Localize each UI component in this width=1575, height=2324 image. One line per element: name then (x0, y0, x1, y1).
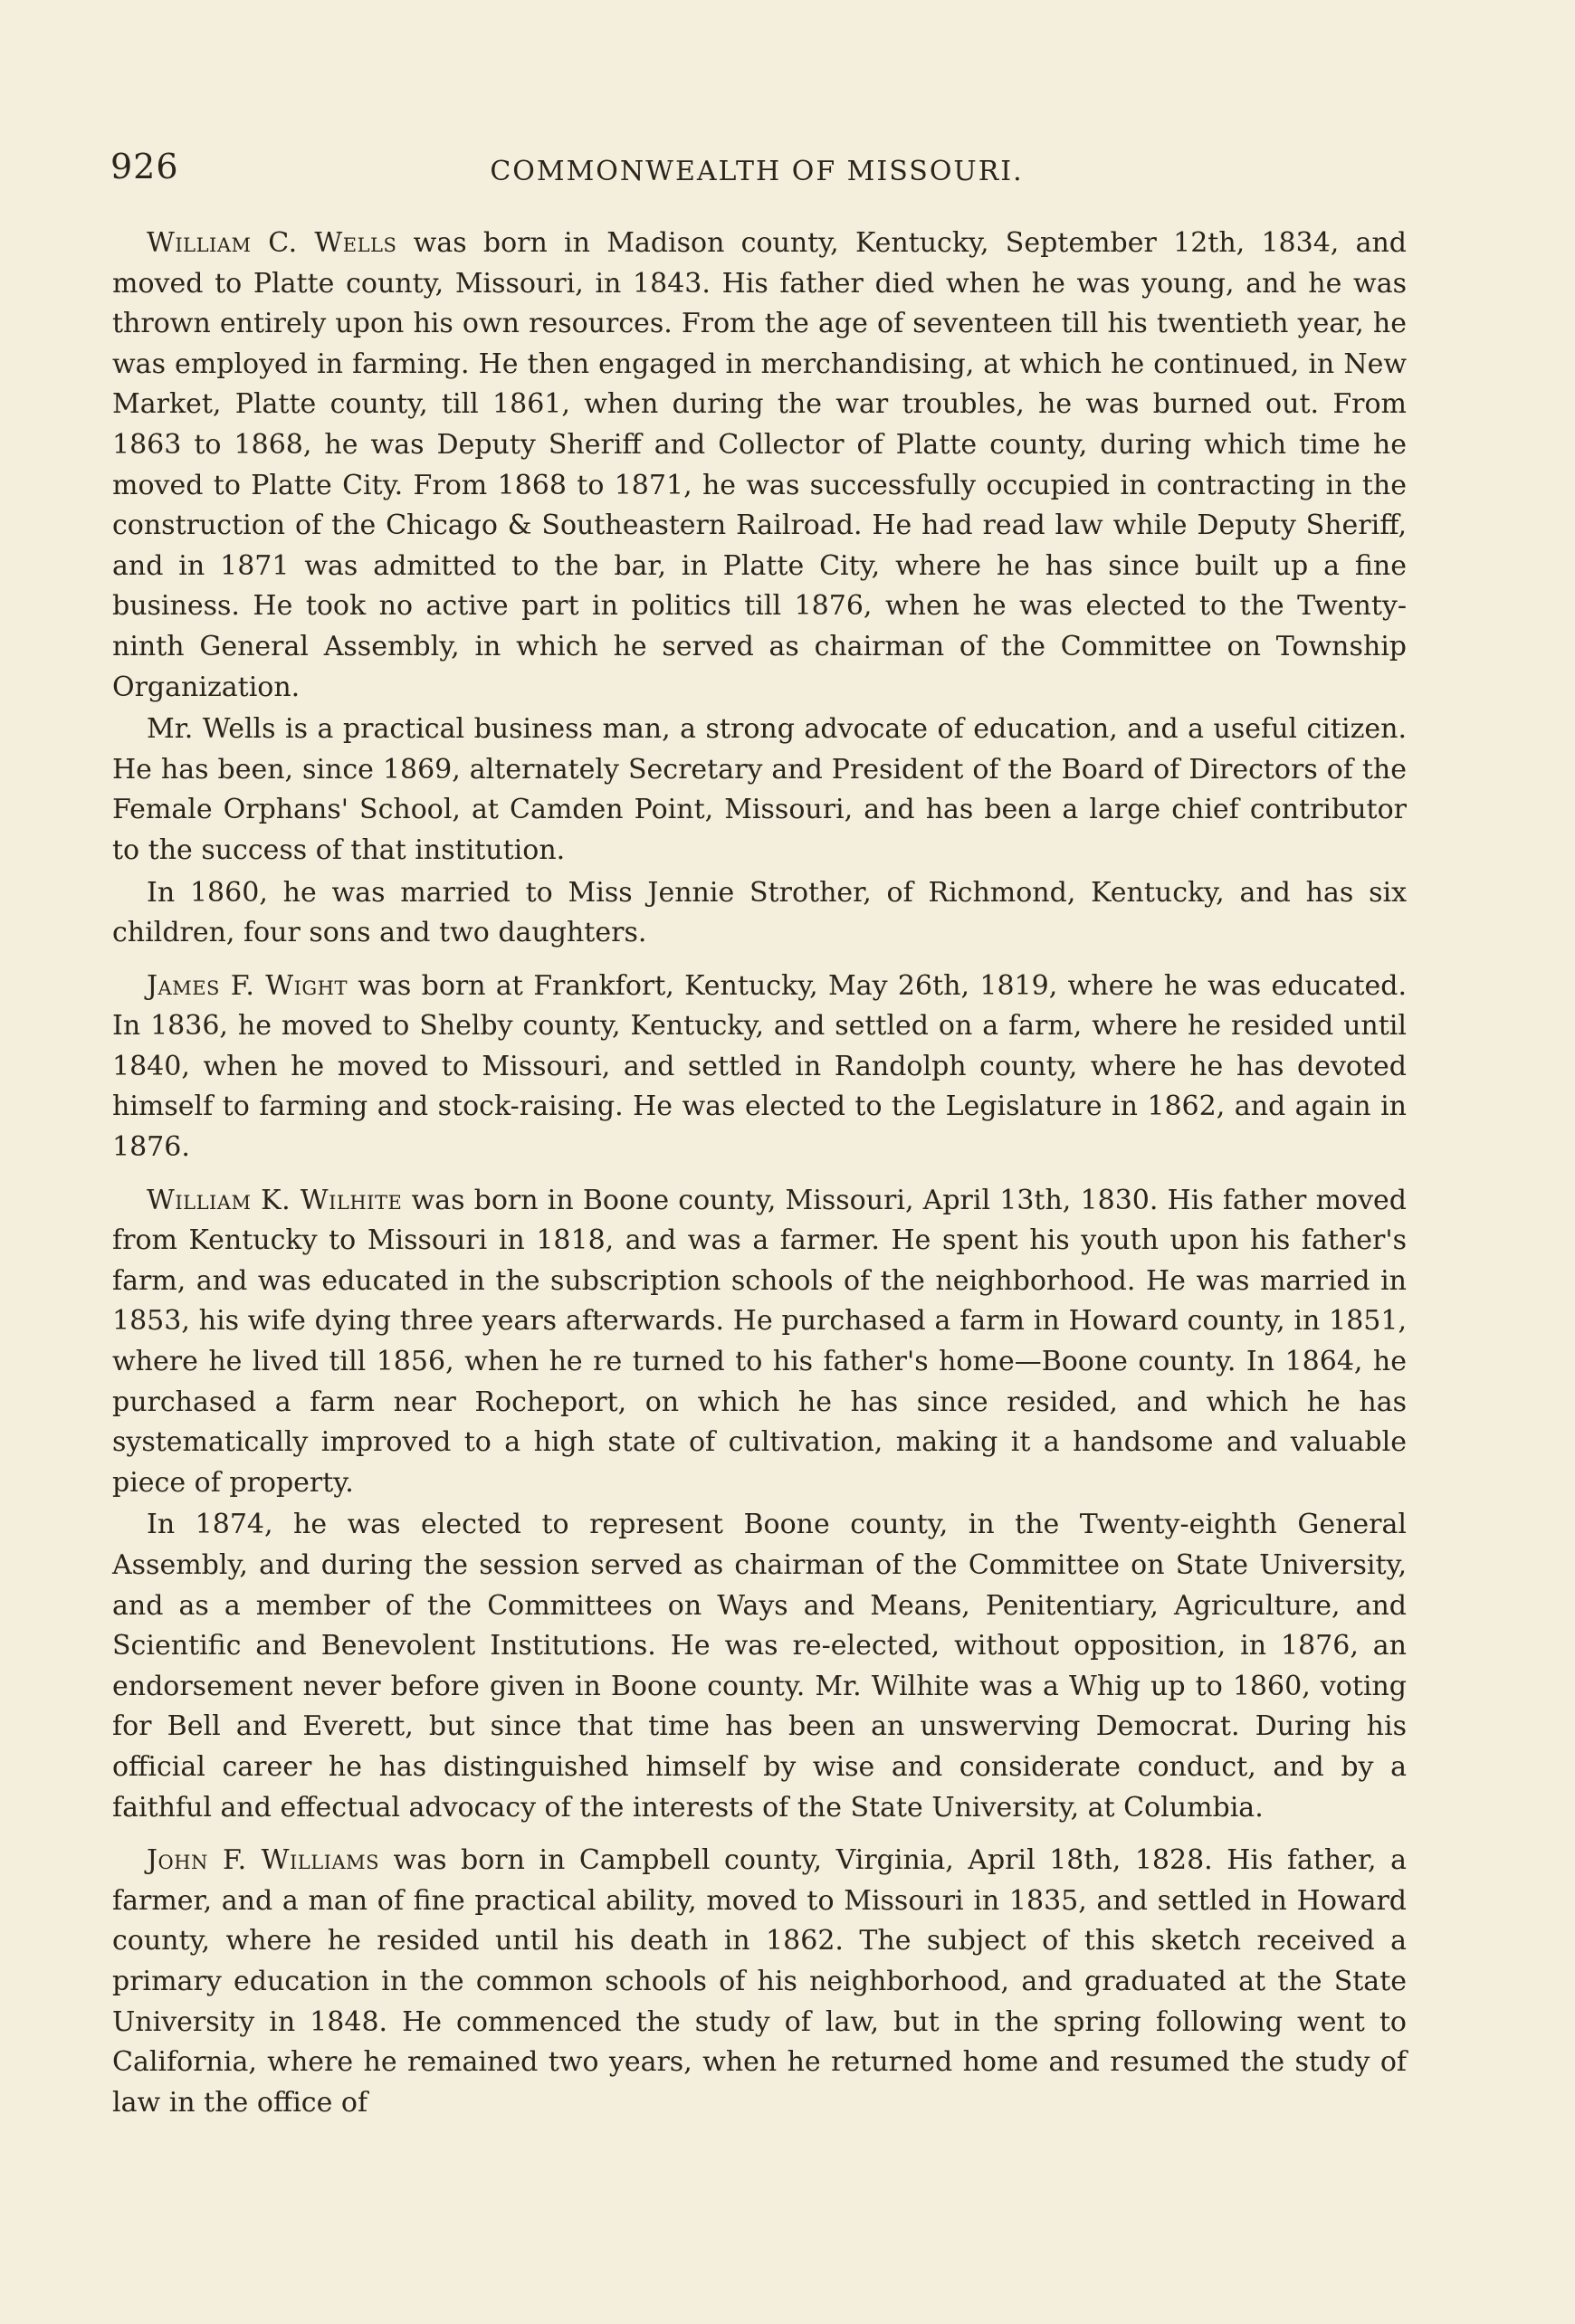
paragraph (112, 224, 1407, 708)
biography-entry (112, 224, 1407, 954)
paragraph: In 1874, he was elected to represent Boone county, in the Twenty-eighth General Assembly, and during the session served as chairman of the Committee on State University, and as a member of the Committees on Ways and Means, Penitentiary, Agriculture, and Scientific and Benevolent Institutions. He was re-elected, without opposition, in 1876, an endorsement never before given in Boone county. Mr. Wilhite was a Whig up to 1860, voting for Bell and Everett, but since that time has been an unswerving Democrat. During his official career he has distinguished himself by wise and considerate conduct, and by a faithful and effectual advocacy of the interests of the State University, at Columbia. (112, 1509, 1407, 1824)
biography-entry (112, 1181, 1407, 1829)
paragraph: Mr. Wells is a practical business man, a strong advocate of education, and a useful citizen. He has been, since 1869, alternately Secretary and President of the Board of Directors of the Female Orphans' School, at Camden Point, Missouri, and has been a large chief contributor to the success of that institution. (112, 713, 1407, 866)
person-name: William C. Wells (147, 227, 397, 259)
person-name: James F. Wight (147, 969, 348, 1002)
paragraph (112, 1841, 1407, 2123)
paragraph-text: was born in Boone county, Missouri, April 13th, 1830. His father moved from Kentucky to Missouri in 1818, and was a farmer. He spent his youth upon his father's farm, and was educated in the subscription schools of the neighborhood. He was married in 1853, his wife dying three years afterwards. He purchased a farm in Howard county, in 1851, where he lived till 1856, when he re turned to his father's home—Boone county. In 1864, he purchased a farm near Rocheport, on which he has since resided, and which he has systematically improved to a high state of cultivation, making it a handsome and valuable piece of property. (112, 1184, 1407, 1499)
person-name: John F. Williams (147, 1844, 380, 1877)
person-name: William K. Wilhite (147, 1184, 403, 1216)
paragraph (112, 967, 1407, 1168)
paragraph-text: was born in Madison county, Kentucky, September 12th, 1834, and moved to Platte county, Missouri, in 1843. His father died when he was young, and he was thrown entirely upon his own resources. From the age of seventeen till his twentieth year, he was employed in farming. He then engaged in merchandising, at which he continued, in New Market, Platte county, till 1861, when during the war troubles, he was burned out. From 1863 to 1868, he was Deputy Sheriff and Collector of Platte county, during which time he moved to Platte City. From 1868 to 1871, he was successfully occupied in contracting in the construction of the Chicago & Southeastern Railroad. He had read law while Deputy Sheriff, and in 1871 was admitted to the bar, in Platte City, where he has since built up a fine business. He took no active part in politics till 1876, when he was elected to the Twenty-ninth General Assembly, in which he served as chairman of the Committee on Township Organization. (112, 227, 1408, 703)
biography-entry (112, 1841, 1407, 2123)
page-header (110, 147, 1403, 201)
page-number: 926 (110, 147, 179, 186)
running-head: COMMONWEALTH OF MISSOURI. (490, 156, 1024, 187)
paragraph-text: was born at Frankfort, Kentucky, May 26th, 1819, where he was educated. In 1836, he moved to Shelby county, Kentucky, and settled on a farm, where he resided until 1840, when he moved to Missouri, and settled in Randolph county, where he has devoted himself to farming and stock-raising. He was elected to the Legislature in 1862, and again in 1876. (112, 969, 1407, 1164)
paragraph-text: was born in Campbell county, Virginia, April 18th, 1828. His father, a farmer, and a man of fine practical ability, moved to Missouri in 1835, and settled in Howard county, where he resided until his death in 1862. The subject of this sketch received a primary education in the common schools of his neighborhood, and graduated at the State University in 1848. He commenced the study of law, but in the spring following went to California, where he remained two years, when he returned home and resumed the study of law in the office of (112, 1844, 1407, 2119)
biography-entry (112, 967, 1407, 1168)
paragraph (112, 1181, 1407, 1504)
page-body (112, 224, 1407, 2136)
paragraph: In 1860, he was married to Miss Jennie Strother, of Richmond, Kentucky, and has six children, four sons and two daughters. (112, 876, 1407, 949)
